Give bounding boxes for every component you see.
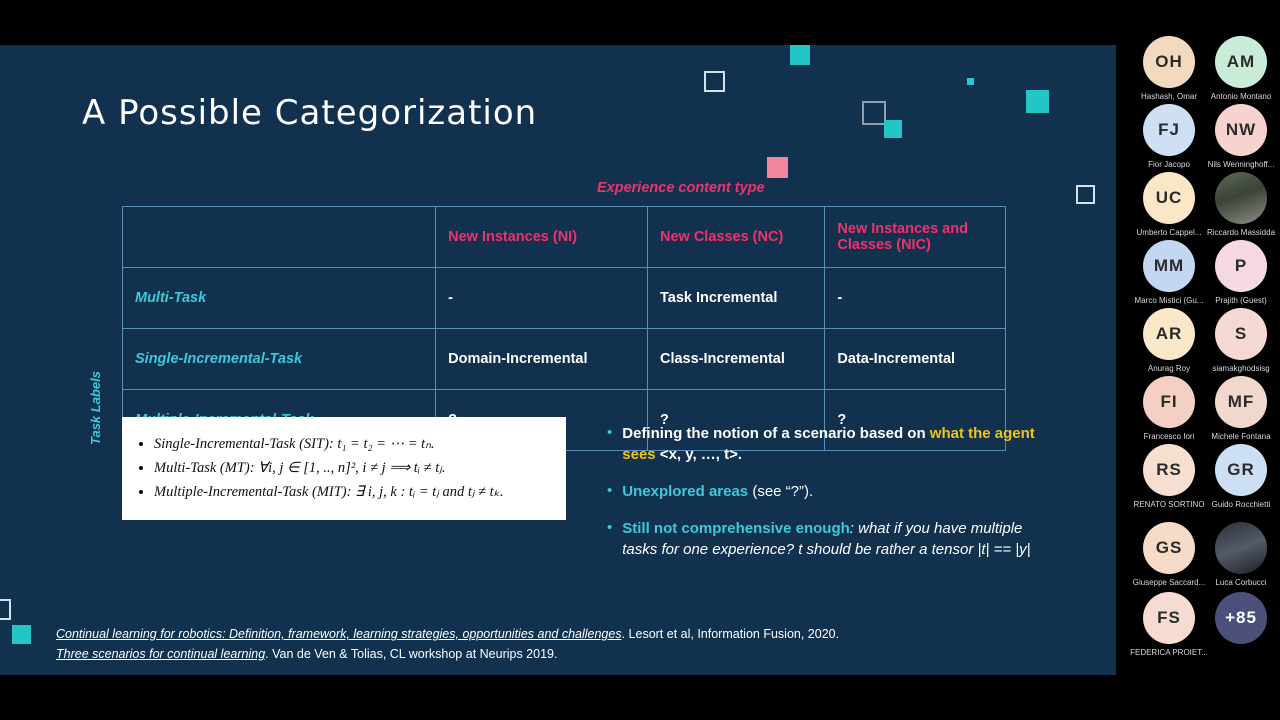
participant-tile[interactable] — [1128, 240, 1210, 305]
decor-square-teal-1 — [790, 45, 810, 65]
table-header-nic: New Instances and Classes (NIC) — [825, 207, 1006, 268]
avatar-overflow-count: +85 — [1215, 592, 1267, 644]
cell-mt-nic: - — [825, 268, 1006, 329]
participant-name: Umberto Cappel... — [1136, 228, 1202, 237]
participant-tile[interactable] — [1128, 522, 1210, 587]
experience-axis-label: Experience content type — [597, 180, 765, 196]
table-corner-cell — [123, 207, 436, 268]
definition-mit: • Multiple-Incremental-Task (MIT): ∃ i, j, k : tᵢ = tⱼ and tⱼ ≠ tₖ. — [154, 484, 552, 501]
bullet-3-part-1: Still not comprehensive enough — [622, 520, 850, 537]
decor-square-teal-2 — [1026, 90, 1049, 113]
definitions-box — [122, 417, 566, 520]
table-row — [123, 268, 1006, 329]
reference-item-1 — [56, 624, 1056, 644]
cell-mit-nc: ? — [647, 390, 824, 451]
participant-tile[interactable] — [1200, 36, 1280, 101]
bullet-list — [607, 423, 1047, 576]
definition-sit: • Single-Incremental-Task (SIT): t₁ = t₂ = ⋯ = tₙ. — [154, 436, 552, 453]
avatar: AM — [1215, 36, 1267, 88]
definition-mt: • Multi-Task (MT): ∀i, j ∈ [1, .., n]², i ≠ j ⟹ tᵢ ≠ tⱼ. — [154, 460, 552, 477]
participant-name: Nils Wenninghoff... — [1207, 160, 1275, 169]
row-label-multi-task: Multi-Task — [123, 268, 436, 329]
participant-name: Francesco Iori — [1143, 432, 1195, 441]
avatar: OH — [1143, 36, 1195, 88]
participant-name: Antonio Montano — [1210, 92, 1272, 101]
avatar: MM — [1143, 240, 1195, 292]
avatar: S — [1215, 308, 1267, 360]
avatar: GR — [1215, 444, 1267, 496]
avatar: AR — [1143, 308, 1195, 360]
reference-text-1: . Lesort et al, Information Fusion, 2020. — [621, 627, 840, 641]
participant-name: Hashash, Omar — [1140, 92, 1198, 101]
participant-tile[interactable] — [1128, 36, 1210, 101]
avatar: FS — [1143, 592, 1195, 644]
bullet-dot-icon: • — [607, 519, 613, 536]
avatar: FI — [1143, 376, 1195, 428]
bullet-item-1 — [607, 423, 1047, 465]
avatar: FJ — [1143, 104, 1195, 156]
participant-name: Marco Mistici (Gu... — [1134, 296, 1204, 305]
participant-name: Giuseppe Saccard... — [1132, 578, 1206, 587]
avatar: UC — [1143, 172, 1195, 224]
participant-tile[interactable] — [1200, 172, 1280, 237]
cell-sit-nc: Class-Incremental — [647, 329, 824, 390]
presentation-slide — [0, 45, 1116, 675]
decor-square-outline-3 — [1076, 185, 1095, 204]
cell-mt-nc: Task Incremental — [647, 268, 824, 329]
page-title: A Possible Categorization — [82, 93, 538, 133]
bullet-dot-icon: • — [607, 424, 613, 441]
reference-link-2[interactable]: Three scenarios for continual learning — [56, 647, 266, 661]
participant-name: Luca Corbucci — [1215, 578, 1267, 587]
avatar: P — [1215, 240, 1267, 292]
participant-name: siamakghodsisg — [1212, 364, 1270, 373]
bullet-item-3 — [607, 518, 1047, 560]
categorization-table — [122, 206, 1006, 451]
avatar: NW — [1215, 104, 1267, 156]
participant-name: FEDERICA PROIET... — [1130, 648, 1208, 657]
participant-tile[interactable] — [1200, 104, 1280, 169]
participant-name: RENATO SORTINO — [1133, 500, 1205, 509]
participant-tile[interactable] — [1128, 104, 1210, 169]
bullet-3-part-2: : what if you have multiple tasks for one experience? t should be rather a tensor |t| == |y| — [622, 520, 1031, 558]
participant-tile[interactable] — [1200, 444, 1280, 509]
decor-square-teal-4 — [12, 625, 31, 644]
bullet-1-part-3: <x, y, …, t>. — [655, 446, 743, 463]
avatar: MF — [1215, 376, 1267, 428]
reference-link-1[interactable]: Continual learning for robotics: Definition, framework, learning strategies, opportunities and challenges — [56, 627, 622, 641]
decor-square-outline-2 — [862, 101, 886, 125]
reference-text-2: . Van de Ven & Tolias, CL workshop at Neurips 2019. — [265, 647, 558, 661]
participant-name: Prajith (Guest) — [1215, 296, 1267, 305]
bullet-2-part-2: (see “?”). — [748, 483, 814, 500]
decor-square-outline-4 — [0, 599, 11, 620]
bullet-1-part-1: Defining the notion of a scenario based on — [622, 425, 930, 442]
avatar: RS — [1143, 444, 1195, 496]
participant-tile[interactable] — [1200, 240, 1280, 305]
table-header-ni: New Instances (NI) — [436, 207, 648, 268]
avatar-photo — [1215, 522, 1267, 574]
participant-name: Riccardo Massidda — [1206, 228, 1276, 237]
participant-tile[interactable] — [1128, 592, 1210, 657]
participants-rail[interactable] — [1116, 0, 1280, 720]
table-row — [123, 329, 1006, 390]
bullet-1-highlight: what the agent sees — [622, 425, 1035, 463]
participant-tile[interactable] — [1200, 376, 1280, 441]
participant-name: Guido Rocchietti — [1211, 500, 1271, 509]
reference-item-2 — [56, 644, 1056, 664]
table-header-nc: New Classes (NC) — [647, 207, 824, 268]
participant-tile[interactable] — [1200, 522, 1280, 587]
row-label-sit: Single-Incremental-Task — [123, 329, 436, 390]
cell-sit-ni: Domain-Incremental — [436, 329, 648, 390]
task-axis-label: Task Labels — [88, 371, 103, 445]
decor-square-small-1 — [967, 78, 974, 85]
avatar-photo — [1215, 172, 1267, 224]
avatar: GS — [1143, 522, 1195, 574]
participant-overflow-tile[interactable] — [1200, 592, 1280, 648]
cell-mt-ni: - — [436, 268, 648, 329]
decor-square-outline-1 — [704, 71, 725, 92]
participant-name: Michele Fontana — [1211, 432, 1271, 441]
decor-square-teal-3 — [884, 120, 902, 138]
participant-tile[interactable] — [1200, 308, 1280, 373]
bullet-dot-icon: • — [607, 482, 613, 499]
participant-tile[interactable] — [1128, 376, 1210, 441]
participant-name: Fior Jacopo — [1148, 160, 1190, 169]
cell-sit-nic: Data-Incremental — [825, 329, 1006, 390]
participant-tile[interactable] — [1128, 172, 1210, 237]
participant-name: Anurag Roy — [1147, 364, 1191, 373]
decor-square-pink-1 — [767, 157, 788, 178]
participant-tile[interactable] — [1128, 444, 1210, 509]
references — [56, 624, 1056, 664]
participant-tile[interactable] — [1128, 308, 1210, 373]
table-header-row — [123, 207, 1006, 268]
bullet-item-2 — [607, 481, 1047, 502]
cell-mit-nic: ? — [825, 390, 1006, 451]
bullet-2-part-1: Unexplored areas — [622, 483, 749, 500]
